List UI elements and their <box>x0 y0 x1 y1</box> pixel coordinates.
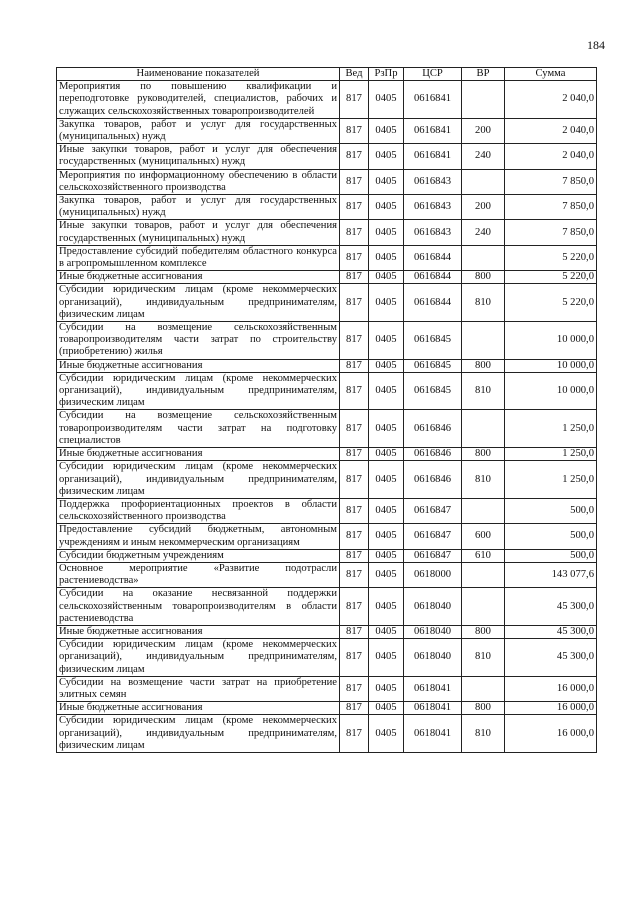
cell-sum: 7 850,0 <box>505 195 597 220</box>
cell-name: Основное мероприятие «Развитие подотрасли растениеводства» <box>57 562 340 587</box>
cell-ved: 817 <box>340 322 369 360</box>
cell-vr: 810 <box>462 639 505 677</box>
header-csr: ЦСР <box>404 68 462 81</box>
cell-ved: 817 <box>340 220 369 245</box>
cell-name: Предоставление субсидий бюджетным, автономным учреждениям и иным некоммерческим организациям <box>57 524 340 549</box>
cell-csr: 0616844 <box>404 284 462 322</box>
cell-rzpr: 0405 <box>369 169 404 194</box>
cell-rzpr: 0405 <box>369 639 404 677</box>
cell-vr <box>462 676 505 701</box>
cell-csr: 0616847 <box>404 549 462 562</box>
cell-vr <box>462 245 505 270</box>
cell-vr <box>462 562 505 587</box>
table-row <box>57 498 597 523</box>
table-row <box>57 195 597 220</box>
cell-name: Иные бюджетные ассигнования <box>57 271 340 284</box>
table-row <box>57 245 597 270</box>
cell-name: Иные бюджетные ассигнования <box>57 359 340 372</box>
cell-rzpr: 0405 <box>369 284 404 322</box>
cell-name: Субсидии юридическим лицам (кроме некоммерческих организаций), индивидуальным предпринимателям, физическим лицам <box>57 461 340 499</box>
cell-vr: 810 <box>462 715 505 753</box>
table-row <box>57 715 597 753</box>
cell-csr: 0616844 <box>404 271 462 284</box>
cell-vr: 800 <box>462 702 505 715</box>
cell-name: Иные закупки товаров, работ и услуг для обеспечения государственных (муниципальных) нужд <box>57 220 340 245</box>
cell-csr: 0616843 <box>404 220 462 245</box>
cell-sum: 10 000,0 <box>505 372 597 410</box>
table-row <box>57 118 597 143</box>
cell-name: Мероприятия по повышению квалификации и переподготовке руководителей, специалистов, рабочих и служащих сельскохозяйственных товаропроизводителей <box>57 81 340 119</box>
cell-sum: 5 220,0 <box>505 271 597 284</box>
cell-sum: 10 000,0 <box>505 322 597 360</box>
cell-csr: 0616843 <box>404 169 462 194</box>
cell-vr: 810 <box>462 284 505 322</box>
cell-rzpr: 0405 <box>369 81 404 119</box>
cell-ved: 817 <box>340 284 369 322</box>
cell-sum: 2 040,0 <box>505 118 597 143</box>
cell-sum: 7 850,0 <box>505 220 597 245</box>
cell-ved: 817 <box>340 245 369 270</box>
cell-csr: 0616841 <box>404 118 462 143</box>
cell-vr <box>462 410 505 448</box>
cell-name: Иные бюджетные ассигнования <box>57 702 340 715</box>
header-ved: Вед <box>340 68 369 81</box>
cell-csr: 0616846 <box>404 448 462 461</box>
cell-csr: 0616845 <box>404 359 462 372</box>
cell-sum: 45 300,0 <box>505 625 597 638</box>
cell-csr: 0616845 <box>404 372 462 410</box>
cell-rzpr: 0405 <box>369 144 404 169</box>
cell-sum: 5 220,0 <box>505 284 597 322</box>
cell-name: Поддержка профориентационных проектов в области сельскохозяйственного производства <box>57 498 340 523</box>
table-row <box>57 639 597 677</box>
cell-rzpr: 0405 <box>369 461 404 499</box>
cell-rzpr: 0405 <box>369 372 404 410</box>
cell-csr: 0618040 <box>404 588 462 626</box>
cell-vr: 240 <box>462 220 505 245</box>
cell-csr: 0616844 <box>404 245 462 270</box>
cell-vr: 800 <box>462 625 505 638</box>
cell-rzpr: 0405 <box>369 702 404 715</box>
cell-rzpr: 0405 <box>369 195 404 220</box>
table-row <box>57 625 597 638</box>
cell-name: Субсидии на оказание несвязанной поддержки сельскохозяйственным товаропроизводителям в области растениеводства <box>57 588 340 626</box>
cell-sum: 5 220,0 <box>505 245 597 270</box>
cell-sum: 1 250,0 <box>505 448 597 461</box>
cell-ved: 817 <box>340 676 369 701</box>
table-row <box>57 588 597 626</box>
header-vr: ВР <box>462 68 505 81</box>
cell-sum: 1 250,0 <box>505 410 597 448</box>
cell-name: Субсидии юридическим лицам (кроме некоммерческих организаций), индивидуальным предпринимателям, физическим лицам <box>57 284 340 322</box>
cell-rzpr: 0405 <box>369 524 404 549</box>
cell-sum: 500,0 <box>505 498 597 523</box>
cell-ved: 817 <box>340 372 369 410</box>
cell-vr: 800 <box>462 448 505 461</box>
cell-csr: 0616847 <box>404 498 462 523</box>
cell-ved: 817 <box>340 524 369 549</box>
cell-name: Закупка товаров, работ и услуг для государственных (муниципальных) нужд <box>57 118 340 143</box>
cell-vr: 600 <box>462 524 505 549</box>
cell-ved: 817 <box>340 410 369 448</box>
cell-csr: 0616846 <box>404 410 462 448</box>
cell-name: Субсидии юридическим лицам (кроме некоммерческих организаций), индивидуальным предпринимателям, физическим лицам <box>57 715 340 753</box>
cell-rzpr: 0405 <box>369 118 404 143</box>
table-row <box>57 322 597 360</box>
cell-name: Иные закупки товаров, работ и услуг для обеспечения государственных (муниципальных) нужд <box>57 144 340 169</box>
cell-name: Предоставление субсидий победителям областного конкурса в агропромышленном комплексе <box>57 245 340 270</box>
cell-ved: 817 <box>340 448 369 461</box>
cell-ved: 817 <box>340 461 369 499</box>
cell-csr: 0618040 <box>404 639 462 677</box>
cell-ved: 817 <box>340 639 369 677</box>
table-row <box>57 271 597 284</box>
cell-ved: 817 <box>340 562 369 587</box>
cell-vr <box>462 498 505 523</box>
table-row <box>57 676 597 701</box>
cell-rzpr: 0405 <box>369 448 404 461</box>
table-row <box>57 169 597 194</box>
header-sum: Сумма <box>505 68 597 81</box>
cell-vr: 810 <box>462 372 505 410</box>
cell-rzpr: 0405 <box>369 562 404 587</box>
cell-rzpr: 0405 <box>369 498 404 523</box>
cell-rzpr: 0405 <box>369 588 404 626</box>
cell-name: Субсидии на возмещение части затрат на приобретение элитных семян <box>57 676 340 701</box>
cell-csr: 0616841 <box>404 81 462 119</box>
cell-csr: 0616847 <box>404 524 462 549</box>
cell-ved: 817 <box>340 715 369 753</box>
cell-csr: 0616846 <box>404 461 462 499</box>
table-row <box>57 359 597 372</box>
cell-ved: 817 <box>340 144 369 169</box>
cell-ved: 817 <box>340 169 369 194</box>
cell-name: Субсидии бюджетным учреждениям <box>57 549 340 562</box>
cell-vr: 800 <box>462 271 505 284</box>
table-row <box>57 284 597 322</box>
cell-csr: 0618041 <box>404 715 462 753</box>
cell-ved: 817 <box>340 118 369 143</box>
cell-sum: 143 077,6 <box>505 562 597 587</box>
cell-sum: 16 000,0 <box>505 715 597 753</box>
cell-csr: 0618041 <box>404 702 462 715</box>
cell-ved: 817 <box>340 702 369 715</box>
cell-rzpr: 0405 <box>369 410 404 448</box>
cell-vr <box>462 169 505 194</box>
cell-name: Мероприятия по информационному обеспечению в области сельскохозяйственного производства <box>57 169 340 194</box>
cell-sum: 2 040,0 <box>505 81 597 119</box>
cell-csr: 0618040 <box>404 625 462 638</box>
table-row <box>57 524 597 549</box>
cell-sum: 2 040,0 <box>505 144 597 169</box>
cell-ved: 817 <box>340 195 369 220</box>
cell-ved: 817 <box>340 549 369 562</box>
cell-ved: 817 <box>340 359 369 372</box>
cell-ved: 817 <box>340 271 369 284</box>
table-row <box>57 702 597 715</box>
cell-ved: 817 <box>340 625 369 638</box>
page-number: 184 <box>587 38 605 52</box>
cell-csr: 0618041 <box>404 676 462 701</box>
cell-sum: 16 000,0 <box>505 676 597 701</box>
table-row <box>57 448 597 461</box>
cell-sum: 500,0 <box>505 549 597 562</box>
cell-vr: 610 <box>462 549 505 562</box>
cell-ved: 817 <box>340 498 369 523</box>
cell-rzpr: 0405 <box>369 271 404 284</box>
cell-name: Закупка товаров, работ и услуг для государственных (муниципальных) нужд <box>57 195 340 220</box>
table-row <box>57 562 597 587</box>
budget-table <box>56 67 597 753</box>
table-row <box>57 410 597 448</box>
cell-sum: 7 850,0 <box>505 169 597 194</box>
cell-csr: 0616845 <box>404 322 462 360</box>
cell-name: Иные бюджетные ассигнования <box>57 625 340 638</box>
cell-vr <box>462 322 505 360</box>
table-row <box>57 144 597 169</box>
cell-rzpr: 0405 <box>369 245 404 270</box>
cell-ved: 817 <box>340 588 369 626</box>
cell-sum: 1 250,0 <box>505 461 597 499</box>
cell-csr: 0618000 <box>404 562 462 587</box>
cell-rzpr: 0405 <box>369 715 404 753</box>
cell-name: Субсидии на возмещение сельскохозяйственным товаропроизводителям части затрат по строительству (приобретению) жилья <box>57 322 340 360</box>
table-row <box>57 372 597 410</box>
cell-rzpr: 0405 <box>369 676 404 701</box>
cell-name: Субсидии на возмещение сельскохозяйственным товаропроизводителям части затрат на подготовку специалистов <box>57 410 340 448</box>
cell-rzpr: 0405 <box>369 322 404 360</box>
cell-sum: 45 300,0 <box>505 639 597 677</box>
table-row <box>57 81 597 119</box>
cell-rzpr: 0405 <box>369 220 404 245</box>
cell-csr: 0616843 <box>404 195 462 220</box>
cell-vr <box>462 81 505 119</box>
table-row <box>57 549 597 562</box>
cell-ved: 817 <box>340 81 369 119</box>
cell-rzpr: 0405 <box>369 359 404 372</box>
cell-vr: 200 <box>462 195 505 220</box>
cell-rzpr: 0405 <box>369 625 404 638</box>
table-row <box>57 220 597 245</box>
cell-csr: 0616841 <box>404 144 462 169</box>
cell-name: Иные бюджетные ассигнования <box>57 448 340 461</box>
cell-vr: 800 <box>462 359 505 372</box>
cell-name: Субсидии юридическим лицам (кроме некоммерческих организаций), индивидуальным предпринимателям, физическим лицам <box>57 372 340 410</box>
cell-name: Субсидии юридическим лицам (кроме некоммерческих организаций), индивидуальным предпринимателям, физическим лицам <box>57 639 340 677</box>
cell-vr <box>462 588 505 626</box>
cell-vr: 810 <box>462 461 505 499</box>
header-rzpr: РзПр <box>369 68 404 81</box>
cell-sum: 500,0 <box>505 524 597 549</box>
cell-sum: 16 000,0 <box>505 702 597 715</box>
cell-sum: 10 000,0 <box>505 359 597 372</box>
header-name: Наименование показателей <box>57 68 340 81</box>
cell-sum: 45 300,0 <box>505 588 597 626</box>
cell-vr: 240 <box>462 144 505 169</box>
table-row <box>57 461 597 499</box>
cell-vr: 200 <box>462 118 505 143</box>
table-header-row <box>57 68 597 81</box>
cell-rzpr: 0405 <box>369 549 404 562</box>
